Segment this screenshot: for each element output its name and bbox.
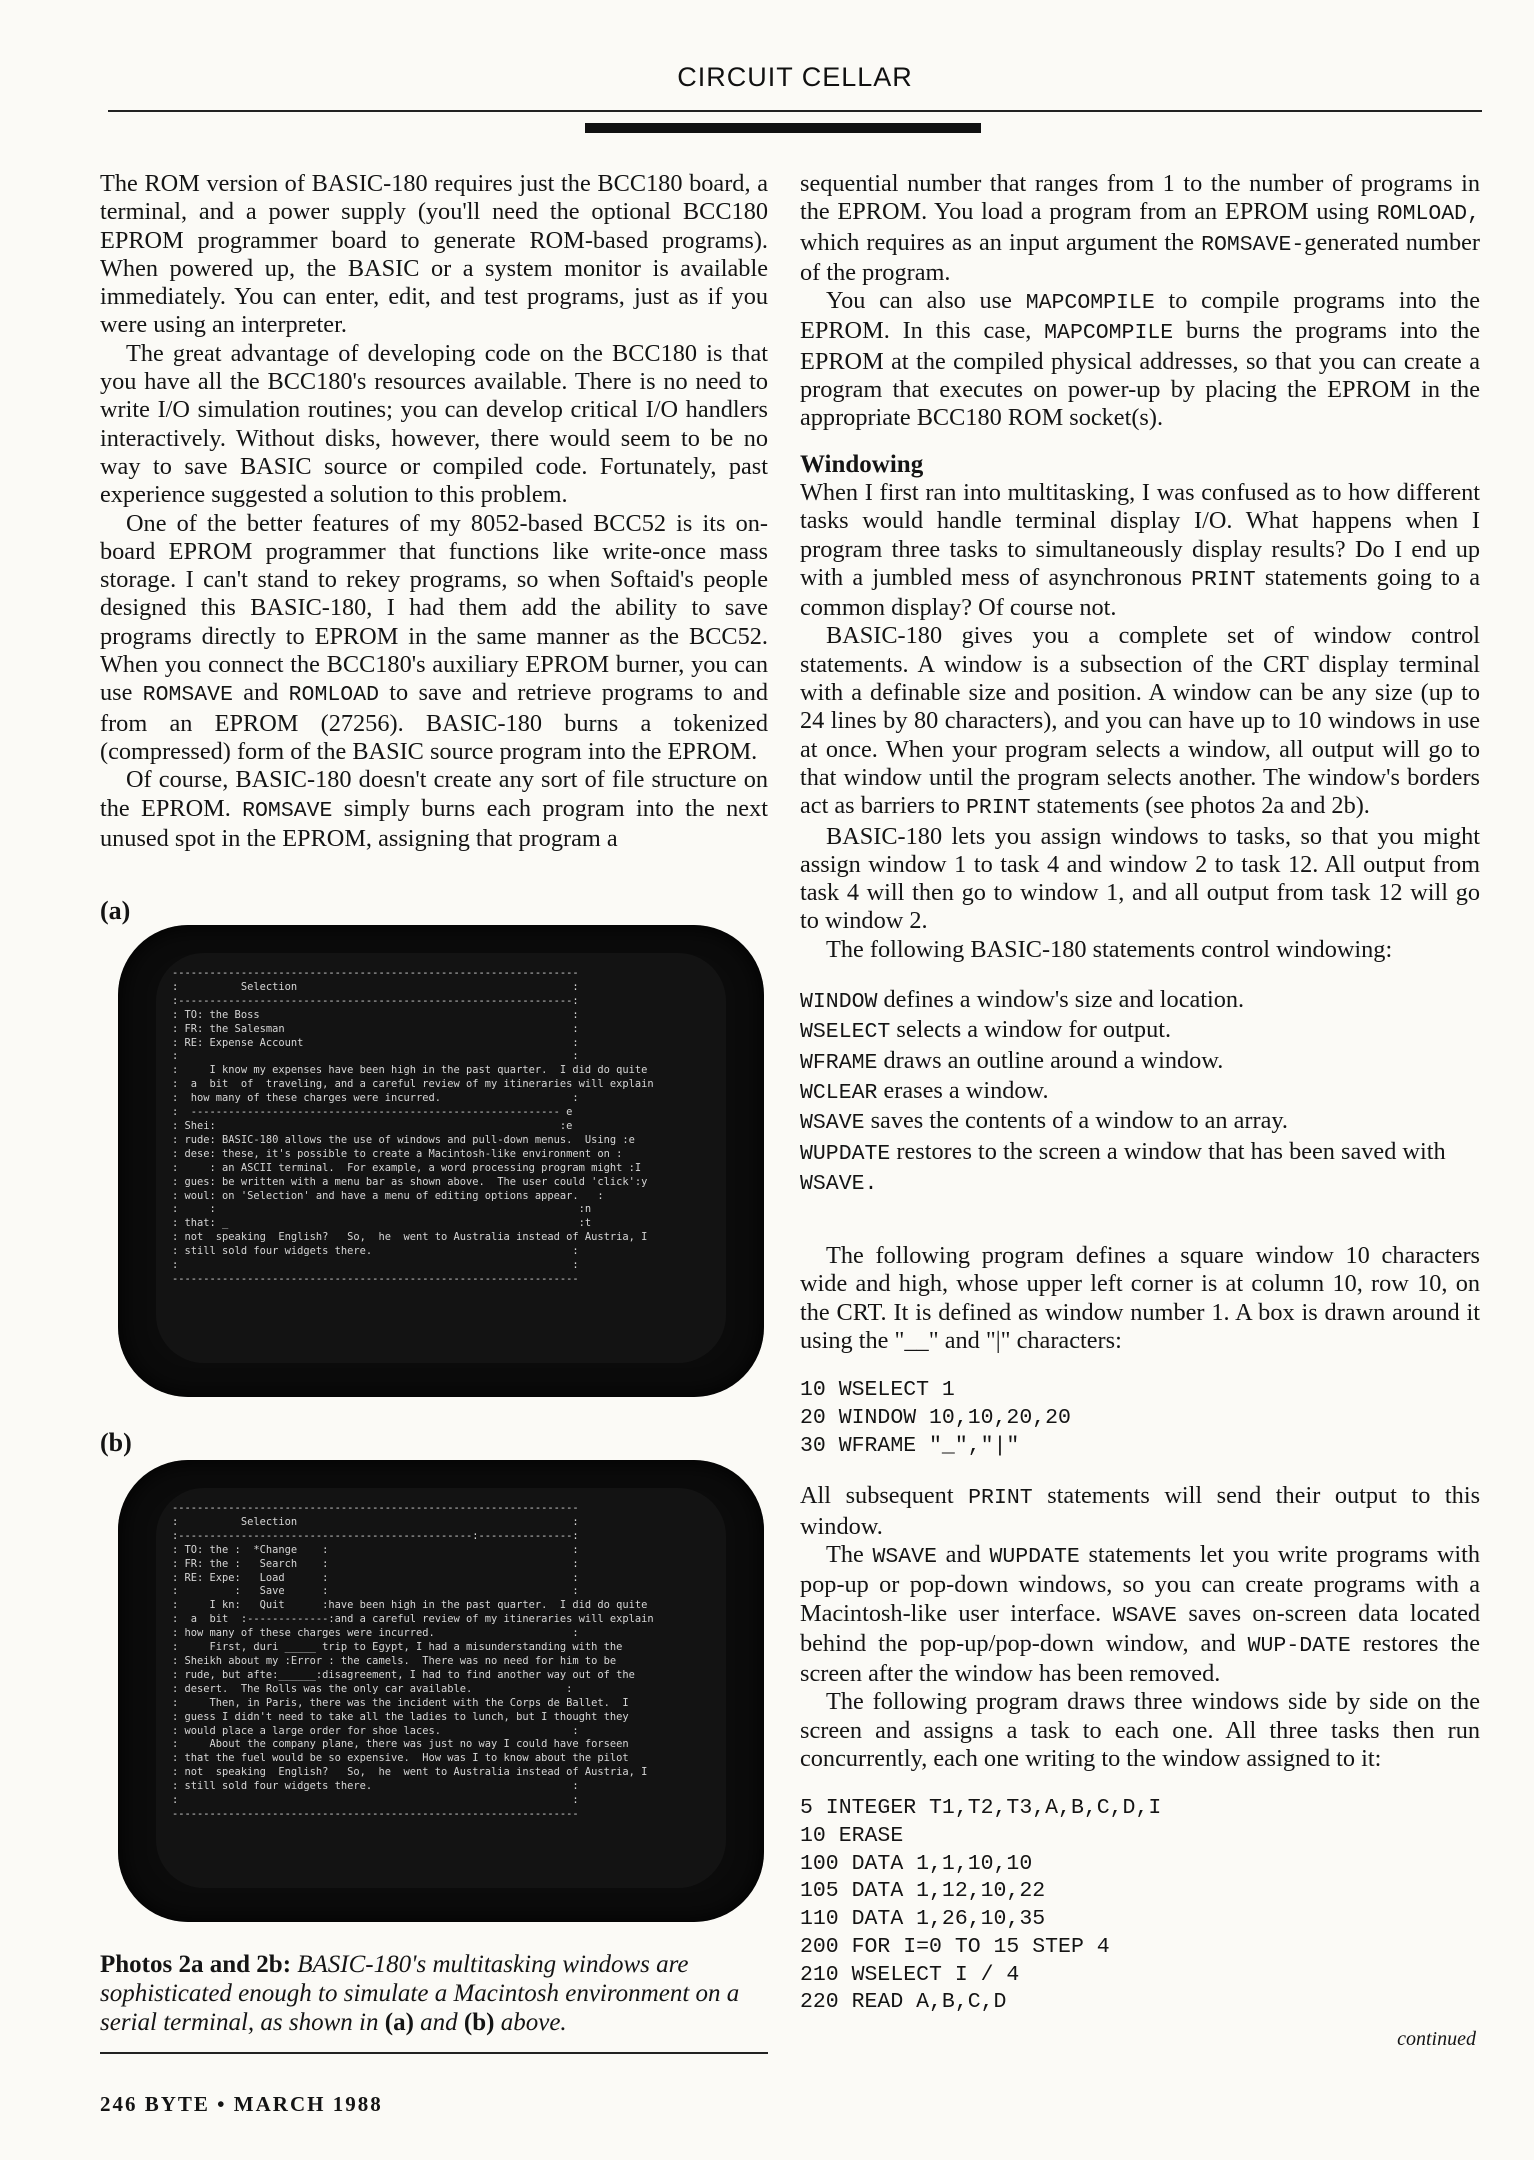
left-paragraph-1: The ROM version of BASIC-180 requires just the BCC180 board, a terminal, and a power supply (you'll need the optional BCC180 EPROM programmer board to generate ROM-based programs). When powered up, the BASIC or a system monitor is available immediately. You can enter, edit, and test programs, just as if you were using an interpreter. bbox=[100, 170, 768, 339]
continued-note: continued bbox=[1397, 2028, 1476, 2050]
right-paragraph-3: When I first ran into multitasking, I was confused as to how different tasks would handle terminal display I/O. What happens when I program three tasks to simultaneously display results? Do I end up with a jumbled mess of asynchronous PRINT statements going to a common display? Of course not. bbox=[800, 478, 1480, 622]
right-paragraph-9: The WSAVE and WUPDATE statements let you write programs with pop-up or pop-down windows, so you can create programs with a Macintosh-like user interface. WSAVE saves on-screen data located behind the pop-up/pop-down window, and WUP-DATE restores the screen after the window has been removed. bbox=[800, 1540, 1481, 1688]
photo-b-screen-text: ----------------------------------------------------------------- : Selection : :-----------------------------------------------:---------------: : TO: the : *Change : : : FR: the : Search : : : RE: Expe: Load : : : : Save : : : I kn: Quit :have been high in the past quarter. I did do quite : a bit :-------------:and a careful review of my itineraries will explain : how many of these charges were incurred. : : First, duri _____ trip to Egypt, I had a misunderstanding with the : Sheikh about my :Error : the camels. There was no need for him to be : rude, but afte:______:disagreement, I had to find another way out of the : desert. The Rolls was the only car available. : : Then, in Paris, there was the incident with the Corps de Ballet. I : guess I didn't need to take all the ladies to lunch, but I thought they : would place a large order for shoe laces. : : About the company plane, there was just no way I could have forseen : that the fuel would be so expensive. How was I to know about the pilot : not speaking English? So, he went to Australia instead of Austria, I : still sold four widgets there. : : : ----------------------------------------------------------------- bbox=[172, 1502, 654, 1820]
statement-item: WUPDATE restores to the screen a window that has been saved with WSAVE. bbox=[800, 1137, 1446, 1196]
statement-item: WFRAME draws an outline around a window. bbox=[800, 1046, 1224, 1075]
right-paragraph-4: BASIC-180 gives you a complete set of window control statements. A window is a subsection of the CRT display terminal with a definable size and position. A window can be any size (up to 24 lines by 80 characters), and you can have up to 10 windows in use at once. When your program selects a window, all output will go to that window until the program selects another. The window's borders act as barriers to PRINT statements (see photos 2a and 2b). bbox=[800, 622, 1480, 821]
page-folio: 246 BYTE • MARCH 1988 bbox=[100, 2092, 383, 2116]
running-header: CIRCUIT CELLAR bbox=[677, 62, 913, 92]
statement-item: WINDOW defines a window's size and location. bbox=[800, 986, 1245, 1015]
code-listing-1: 10 WSELECT 1 20 WINDOW 10,10,20,20 30 WFRAME "_","|" bbox=[800, 1378, 1071, 1458]
right-paragraph-5: BASIC-180 lets you assign windows to tasks, so that you might assign window 1 to task 4 and window 2 to task 12. All output from task 4 will then go to window 1, and all output from task 12 will go to window 2. bbox=[800, 822, 1480, 935]
right-paragraph-1: sequential number that ranges from 1 to the number of programs in the EPROM. You load a program from an EPROM using ROMLOAD, which requires as an input argument the ROMSAVE-generated number of the program. bbox=[800, 170, 1480, 286]
photo-a-crt bbox=[118, 925, 764, 1397]
statement-item: WSAVE saves the contents of a window to an array. bbox=[800, 1107, 1289, 1136]
statement-item: WSELECT selects a window for output. bbox=[800, 1016, 1172, 1045]
photo-caption: Photos 2a and 2b: BASIC-180's multitasking windows are sophisticated enough to simulate a Macintosh environment on a serial terminal, as shown in (a) and (b) above. bbox=[100, 1951, 740, 2036]
photo-a-screen bbox=[156, 953, 726, 1363]
right-paragraph-6: The following BASIC-180 statements control windowing: bbox=[826, 935, 1393, 963]
photo-a-label: (a) bbox=[100, 896, 131, 925]
section-heading-windowing: Windowing bbox=[800, 450, 924, 478]
left-column bbox=[100, 170, 768, 853]
window-statement-list bbox=[800, 986, 1480, 1198]
footer-rule bbox=[100, 2052, 768, 2054]
romsave-keyword: ROMSAVE bbox=[142, 683, 233, 708]
photo-a-screen-text: ----------------------------------------------------------------- : Selection : :---------------------------------------------------------------: : TO: the Boss : : FR: the Salesman : : RE: Expense Account : : : : I know my expenses have been high in the past quarter. I did do quite : a bit of traveling, and a careful review of my itineraries will explain : how many of these charges were incurred. : : ----------------------------------------------------------- e : Shei: :e : rude: BASIC-180 allows the use of windows and pull-down menus. Using :e : dese: these, it's possible to create a Macintosh-like environment on : : : an ASCII terminal. For example, a word processing program might :I : gues: be written with a menu bar as shown above. The user could 'click':y : woul: on 'Selection' and have a menu of editing options appear. : : : :n : that: _ :t : not speaking English? So, he went to Australia instead of Austria, I : still sold four widgets there. : : : ----------------------------------------------------------------- bbox=[172, 967, 654, 1285]
code-listing-2: 5 INTEGER T1,T2,T3,A,B,C,D,I 10 ERASE 100 DATA 1,1,10,10 105 DATA 1,12,10,22 110 DATA 1,26,10,35 200 FOR I=0 TO 15 STEP 4 210 WSELECT I / 4 220 READ A,B,C,D bbox=[800, 1796, 1162, 2015]
romsave-keyword: ROMSAVE bbox=[242, 798, 333, 823]
header-rule bbox=[108, 110, 1482, 112]
photo-b-screen bbox=[156, 1488, 726, 1888]
left-paragraph-4: Of course, BASIC-180 doesn't create any sort of file structure on the EPROM. ROMSAVE simply burns each program into the next unused spot in the EPROM, assigning that program a bbox=[100, 766, 768, 852]
right-paragraph-8: All subsequent PRINT statements will send their output to this window. bbox=[800, 1482, 1481, 1540]
right-paragraph-2: You can also use MAPCOMPILE to compile programs into the EPROM. In this case, MAPCOMPILE burns the programs into the EPROM at the compiled physical addresses, so that you can create a program that executes on power-up by placing the EPROM in the appropriate BCC180 ROM socket(s). bbox=[800, 287, 1480, 432]
left-paragraph-3: One of the better features of my 8052-based BCC52 is its on-board EPROM programmer that functions like write-once mass storage. I can't stand to rekey programs, so when Softaid's people designed this BASIC-180, I had them add the ability to save programs directly to EPROM in the same manner as the BCC52. When you connect the BCC180's auxiliary EPROM burner, you can use ROMSAVE and ROMLOAD to save and retrieve programs to and from an EPROM (27256). BASIC-180 burns a tokenized (compressed) form of the BASIC source program into the EPROM. bbox=[100, 509, 769, 765]
photo-b-label: (b) bbox=[100, 1428, 132, 1457]
photo-b-crt bbox=[118, 1460, 764, 1922]
right-paragraph-10: The following program draws three windows side by side on the screen and assigns a task to each one. All three tasks then run concurrently, each one writing to the window assigned to it: bbox=[800, 1688, 1480, 1773]
romload-keyword: ROMLOAD bbox=[288, 683, 379, 708]
left-paragraph-2: The great advantage of developing code on the BCC180 is that you have all the BCC180's resources available. There is no need to write I/O simulation routines; you can develop critical I/O handlers interactively. Without disks, however, there would seem to be no way to save BASIC source or compiled code. Fortunately, past experience suggested a solution to this problem. bbox=[100, 339, 768, 509]
right-paragraph-7: The following program defines a square window 10 characters wide and high, whose upper left corner is at column 10, row 10, on the CRT. It is defined as window number 1. A box is drawn around it using the "__" and "|" characters: bbox=[800, 1242, 1480, 1354]
statement-item: WCLEAR erases a window. bbox=[800, 1076, 1049, 1105]
header-bar bbox=[585, 123, 981, 133]
right-column bbox=[800, 170, 1480, 2017]
